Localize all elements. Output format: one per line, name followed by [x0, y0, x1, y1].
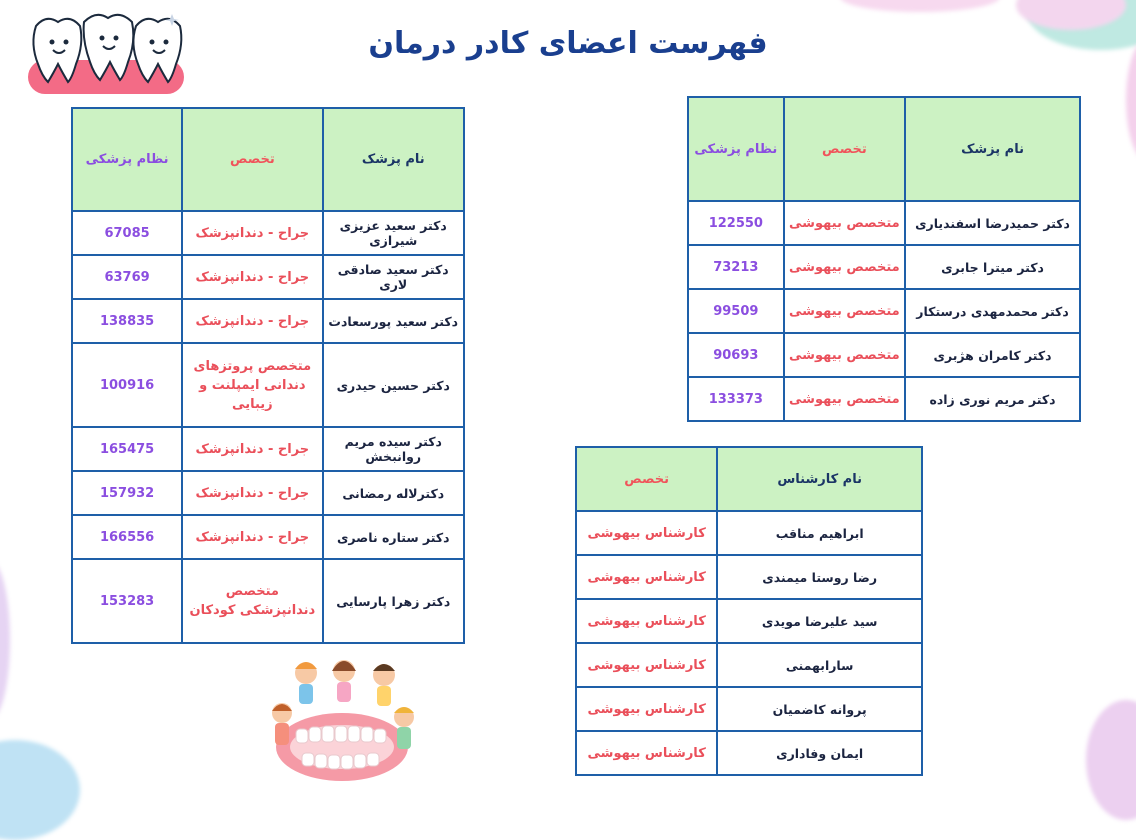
- table-row: [688, 333, 1080, 377]
- expert-specialty: کارشناس بیهوشی: [576, 731, 717, 775]
- expert-name: سید علیرضا مویدی: [717, 599, 922, 643]
- decor-blob-bottom-left: [0, 740, 80, 840]
- doctor-code: 99509: [688, 289, 784, 333]
- doctor-code: 90693: [688, 333, 784, 377]
- decor-blob-bottom-right: [1086, 700, 1136, 820]
- expert-specialty: کارشناس بیهوشی: [576, 643, 717, 687]
- header-specialty: تخصص: [576, 447, 717, 511]
- doctor-code: 73213: [688, 245, 784, 289]
- header-specialty: تخصص: [182, 108, 322, 211]
- table-row: [688, 289, 1080, 333]
- doctor-code: 122550: [688, 201, 784, 245]
- table-row: [688, 377, 1080, 421]
- doctor-specialty: جراح - دندانپزشک: [182, 255, 322, 299]
- kids-with-denture-illustration: [262, 655, 422, 785]
- doctor-name: دکتر سعید صادقی لاری: [323, 255, 464, 299]
- expert-specialty: کارشناس بیهوشی: [576, 511, 717, 555]
- doctor-specialty: جراح - دندانپزشک: [182, 299, 322, 343]
- decor-blob-left: [0, 560, 10, 720]
- table-row: [72, 211, 464, 255]
- header-name: نام کارشناس: [717, 447, 922, 511]
- table-row: [576, 599, 922, 643]
- header-code: نظام پزشکی: [72, 108, 182, 211]
- doctor-name: دکتر زهرا پارسایی: [323, 559, 464, 643]
- expert-specialty: کارشناس بیهوشی: [576, 555, 717, 599]
- doctors-table-right: [687, 96, 1081, 422]
- doctor-specialty: جراح - دندانپزشک: [182, 471, 322, 515]
- table-header-row: [72, 108, 464, 211]
- doctor-specialty: متخصص دندانپزشکی کودکان: [182, 559, 322, 643]
- table-row: [72, 559, 464, 643]
- table-row: [72, 299, 464, 343]
- table-row: [72, 343, 464, 427]
- table-row: [688, 201, 1080, 245]
- doctor-code: 166556: [72, 515, 182, 559]
- doctors-table-left: [71, 107, 465, 644]
- doctor-name: دکتر ستاره ناصری: [323, 515, 464, 559]
- doctor-code: 67085: [72, 211, 182, 255]
- doctor-name: دکتر سعید پورسعادت: [323, 299, 464, 343]
- doctor-code: 165475: [72, 427, 182, 471]
- expert-name: سارابهمنی: [717, 643, 922, 687]
- doctor-specialty: متخصص بیهوشی: [784, 377, 905, 421]
- page-title: فهرست اعضای کادر درمان: [368, 26, 768, 61]
- doctor-code: 133373: [688, 377, 784, 421]
- doctor-name: دکتر کامران هژبری: [905, 333, 1080, 377]
- table-row: [576, 687, 922, 731]
- doctor-name: دکتر سعید عزیزی شیرازی: [323, 211, 464, 255]
- doctor-name: دکترلاله رمضانی: [323, 471, 464, 515]
- header-specialty: تخصص: [784, 97, 905, 201]
- doctor-specialty: جراح - دندانپزشک: [182, 427, 322, 471]
- doctor-specialty: متخصص پروتزهای دندانی ایمپلنت و زیبایی: [182, 343, 322, 427]
- doctor-code: 138835: [72, 299, 182, 343]
- table-row: [72, 515, 464, 559]
- table-row: [688, 245, 1080, 289]
- doctor-code: 63769: [72, 255, 182, 299]
- doctor-specialty: متخصص بیهوشی: [784, 201, 905, 245]
- doctor-name: دکتر سیده مریم روانبخش: [323, 427, 464, 471]
- doctor-name: دکتر محمدمهدی درستکار: [905, 289, 1080, 333]
- header-code: نظام پزشکی: [688, 97, 784, 201]
- table-row: [72, 471, 464, 515]
- table-row: [576, 643, 922, 687]
- table-row: [72, 427, 464, 471]
- table-header-row: [688, 97, 1080, 201]
- table-row: [576, 555, 922, 599]
- doctor-code: 100916: [72, 343, 182, 427]
- doctor-code: 153283: [72, 559, 182, 643]
- expert-name: ابراهیم مناقب: [717, 511, 922, 555]
- expert-specialty: کارشناس بیهوشی: [576, 599, 717, 643]
- table-row: [576, 511, 922, 555]
- expert-name: ایمان وفاداری: [717, 731, 922, 775]
- doctor-specialty: متخصص بیهوشی: [784, 289, 905, 333]
- doctor-name: دکتر میترا جابری: [905, 245, 1080, 289]
- experts-table: [575, 446, 923, 776]
- expert-specialty: کارشناس بیهوشی: [576, 687, 717, 731]
- doctor-specialty: متخصص بیهوشی: [784, 333, 905, 377]
- table-header-row: [576, 447, 922, 511]
- table-row: [576, 731, 922, 775]
- doctor-code: 157932: [72, 471, 182, 515]
- header-name: نام پزشک: [905, 97, 1080, 201]
- expert-name: رضا روستا میمندی: [717, 555, 922, 599]
- doctor-specialty: جراح - دندانپزشک: [182, 515, 322, 559]
- doctor-name: دکتر مریم نوری زاده: [905, 377, 1080, 421]
- doctor-specialty: متخصص بیهوشی: [784, 245, 905, 289]
- doctor-name: دکتر حمیدرضا اسفندیاری: [905, 201, 1080, 245]
- header-name: نام پزشک: [323, 108, 464, 211]
- table-row: [72, 255, 464, 299]
- doctor-specialty: جراح - دندانپزشک: [182, 211, 322, 255]
- doctor-name: دکتر حسین حیدری: [323, 343, 464, 427]
- expert-name: پروانه کاضمیان: [717, 687, 922, 731]
- decor-blob-top: [840, 0, 1000, 12]
